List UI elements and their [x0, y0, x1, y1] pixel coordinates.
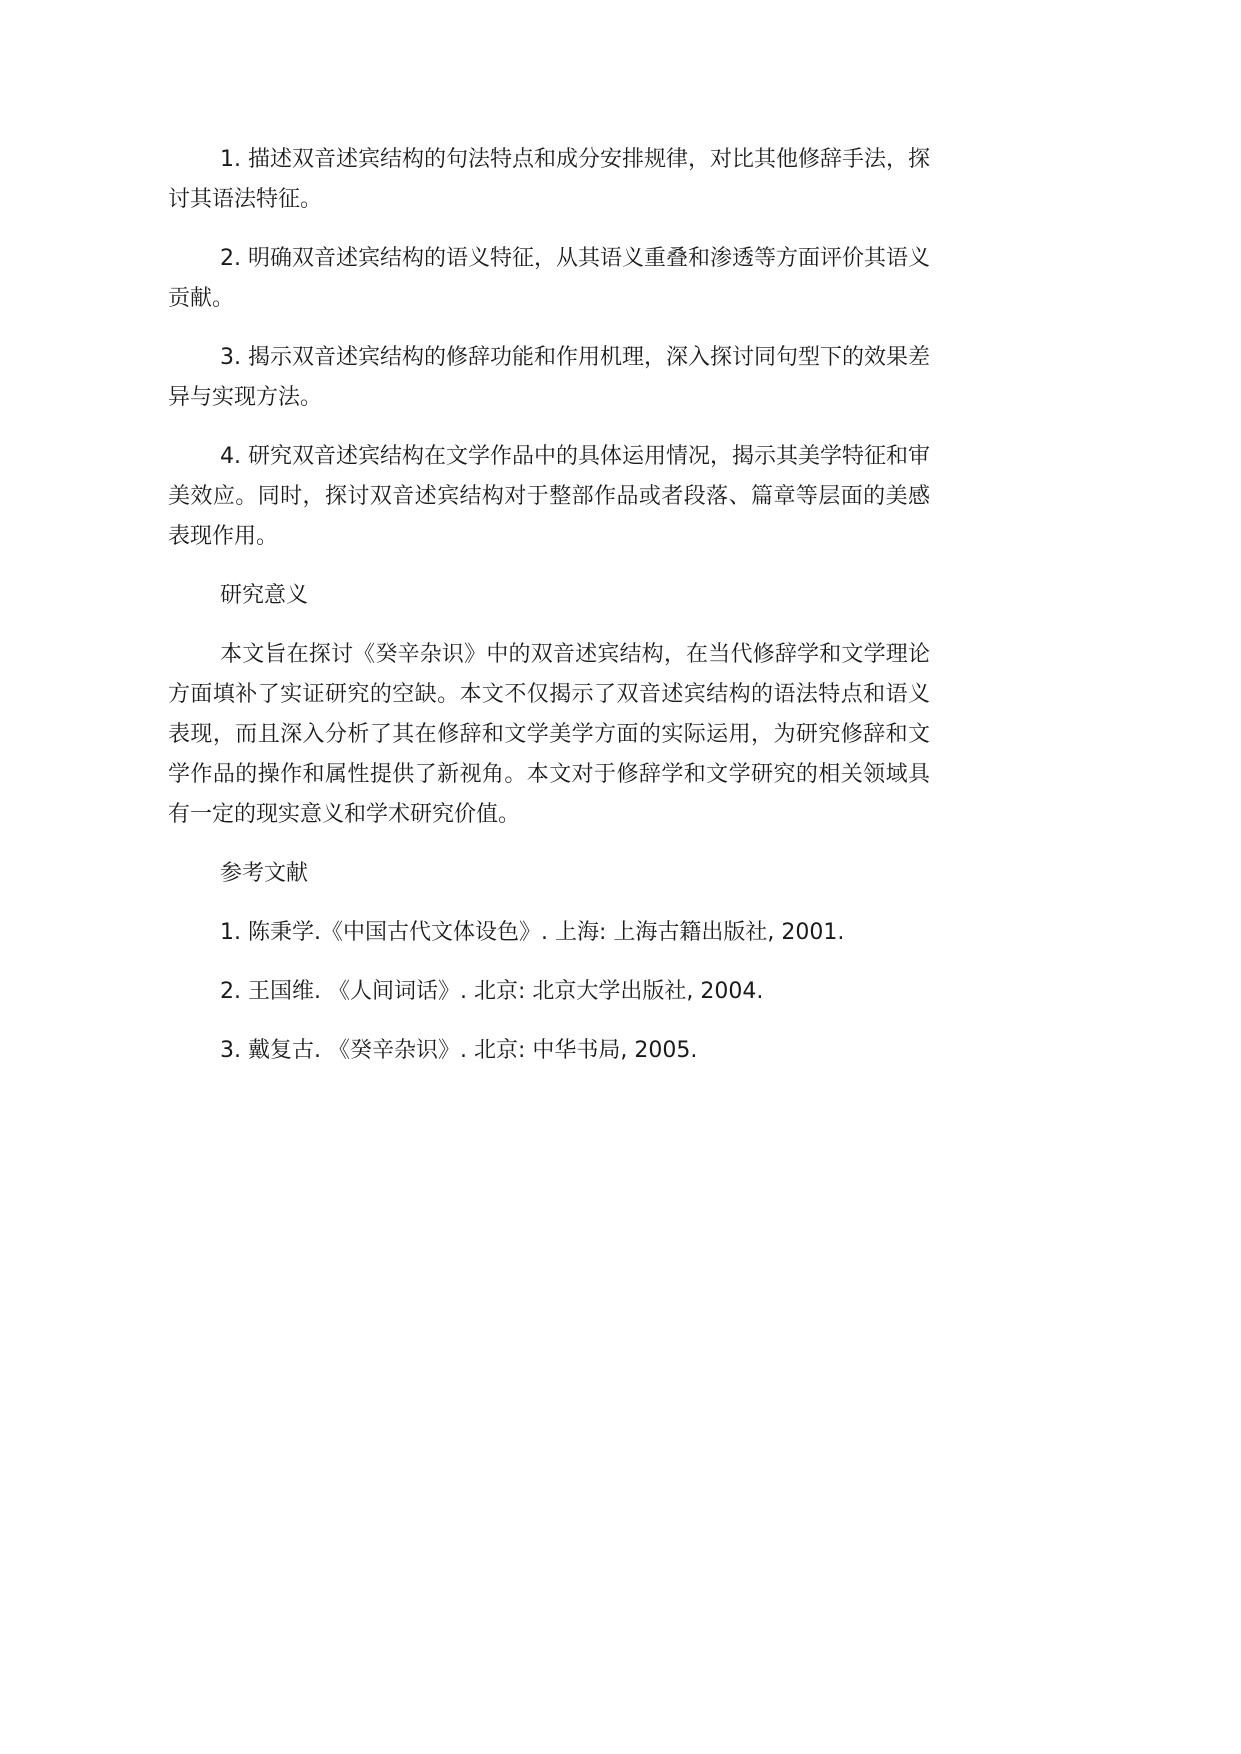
- reference-item-3: 3. 戴复古. 《癸辛杂识》. 北京: 中华书局, 2005.: [220, 1038, 698, 1063]
- reference-item-1: 1. 陈秉学.《中国古代文体设色》. 上海: 上海古籍出版社, 2001.: [220, 920, 845, 945]
- objective-item-2: 2. 明确双音述宾结构的语义特征，从其语义重叠和渗透等方面评价其语义贡献。: [168, 246, 930, 311]
- document-body: [168, 140, 930, 1090]
- objective-item-4: 4. 研究双音述宾结构在文学作品中的具体运用情况，揭示其美学特征和审美效应。同时，探讨双音述宾结构对于整部作品或者段落、篇章等层面的美感表现作用。: [168, 444, 930, 549]
- significance-paragraph: 本文旨在探讨《癸辛杂识》中的双音述宾结构，在当代修辞学和文学理论方面填补了实证研究的空缺。本文不仅揭示了双音述宾结构的语法特点和语义表现，而且深入分析了其在修辞和文学美学方面的实际运用，为研究修辞和文学作品的操作和属性提供了新视角。本文对于修辞学和文学研究的相关领域具有一定的现实意义和学术研究价值。: [168, 642, 930, 827]
- reference-item-2: 2. 王国维. 《人间词话》. 北京: 北京大学出版社, 2004.: [220, 979, 764, 1004]
- significance-heading: 研究意义: [220, 583, 309, 608]
- objective-item-3: 3. 揭示双音述宾结构的修辞功能和作用机理，深入探讨同句型下的效果差异与实现方法。: [168, 345, 930, 410]
- references-heading: 参考文献: [220, 861, 309, 886]
- objective-item-1: 1. 描述双音述宾结构的句法特点和成分安排规律，对比其他修辞手法，探讨其语法特征。: [168, 147, 930, 212]
